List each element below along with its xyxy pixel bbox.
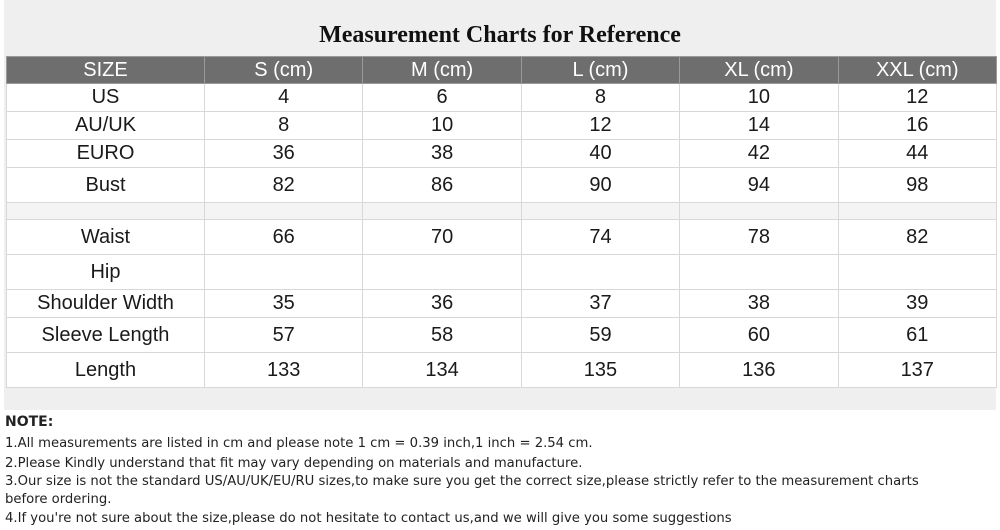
cell: 59 xyxy=(521,318,679,353)
cell: 40 xyxy=(521,140,679,168)
row-hip xyxy=(7,255,997,290)
cell: 82 xyxy=(838,220,996,255)
row-label: US xyxy=(7,84,205,112)
note-line-1: 1.All measurements are listed in cm and please note 1 cm = 0.39 inch,1 inch = 2.54 cm. xyxy=(5,436,593,451)
cell: 90 xyxy=(521,168,679,203)
cell: 58 xyxy=(363,318,521,353)
cell: 78 xyxy=(680,220,838,255)
cell xyxy=(521,255,679,290)
notes-heading: NOTE: xyxy=(5,414,54,430)
row-us xyxy=(7,84,997,112)
cell: 10 xyxy=(363,112,521,140)
row-label: Sleeve Length xyxy=(7,318,205,353)
cell xyxy=(363,255,521,290)
row-shoulder-width xyxy=(7,290,997,318)
row-label: Hip xyxy=(7,255,205,290)
cell xyxy=(205,255,363,290)
cell: 4 xyxy=(205,84,363,112)
cell: 137 xyxy=(838,353,996,388)
cell: 136 xyxy=(680,353,838,388)
note-line-2: 2.Please Kindly understand that fit may vary depending on materials and manufacture. xyxy=(5,455,583,471)
cell: 98 xyxy=(838,168,996,203)
cell: 10 xyxy=(680,84,838,112)
cell: 36 xyxy=(205,140,363,168)
row-waist xyxy=(7,220,997,255)
cell: 38 xyxy=(680,290,838,318)
cell: 86 xyxy=(363,168,521,203)
header-xl: XL (cm) xyxy=(680,57,838,84)
cell: 8 xyxy=(205,112,363,140)
cell: 36 xyxy=(363,290,521,318)
cell: 60 xyxy=(680,318,838,353)
cell: 42 xyxy=(680,140,838,168)
cell: 82 xyxy=(205,168,363,203)
row-auuk xyxy=(7,112,997,140)
cell: 14 xyxy=(680,112,838,140)
cell: 38 xyxy=(363,140,521,168)
cell xyxy=(680,255,838,290)
notes-section xyxy=(5,414,995,529)
page-title: Measurement Charts for Reference xyxy=(319,22,681,48)
header-s: S (cm) xyxy=(205,57,363,84)
cell: 35 xyxy=(205,290,363,318)
row-label: Waist xyxy=(7,220,205,255)
cell: 12 xyxy=(838,84,996,112)
cell: 70 xyxy=(363,220,521,255)
row-label: Shoulder Width xyxy=(7,290,205,318)
spacer-cell xyxy=(7,203,205,220)
cell: 61 xyxy=(838,318,996,353)
header-row xyxy=(7,57,997,84)
note-line-4: 4.If you're not sure about the size,please do not hesitate to contact us,and we will give you some suggestions xyxy=(5,511,732,526)
header-m: M (cm) xyxy=(363,57,521,84)
spacer-cell xyxy=(363,203,521,220)
row-length xyxy=(7,353,997,388)
cell: 39 xyxy=(838,290,996,318)
cell: 6 xyxy=(363,84,521,112)
cell xyxy=(838,255,996,290)
row-label: AU/UK xyxy=(7,112,205,140)
header-xxl: XXL (cm) xyxy=(838,57,996,84)
cell: 57 xyxy=(205,318,363,353)
spacer-cell xyxy=(521,203,679,220)
cell: 8 xyxy=(521,84,679,112)
row-sleeve-length xyxy=(7,318,997,353)
cell: 12 xyxy=(521,112,679,140)
spacer-cell xyxy=(680,203,838,220)
row-bust xyxy=(7,168,997,203)
header-l: L (cm) xyxy=(521,57,679,84)
cell: 133 xyxy=(205,353,363,388)
row-label: Bust xyxy=(7,168,205,203)
spacer-row xyxy=(7,203,997,220)
spacer-cell xyxy=(838,203,996,220)
cell: 16 xyxy=(838,112,996,140)
cell: 94 xyxy=(680,168,838,203)
row-label: Length xyxy=(7,353,205,388)
cell: 135 xyxy=(521,353,679,388)
size-table xyxy=(6,56,997,388)
cell: 44 xyxy=(838,140,996,168)
row-label: EURO xyxy=(7,140,205,168)
note-line-3-cont: before ordering. xyxy=(5,492,112,507)
cell: 37 xyxy=(521,290,679,318)
note-line-3: 3.Our size is not the standard US/AU/UK/EU/RU sizes,to make sure you get the correct size,please strictly refer to the measurement charts xyxy=(5,474,919,489)
cell: 66 xyxy=(205,220,363,255)
cell: 74 xyxy=(521,220,679,255)
cell: 134 xyxy=(363,353,521,388)
header-size: SIZE xyxy=(7,57,205,84)
row-euro xyxy=(7,140,997,168)
spacer-cell xyxy=(205,203,363,220)
